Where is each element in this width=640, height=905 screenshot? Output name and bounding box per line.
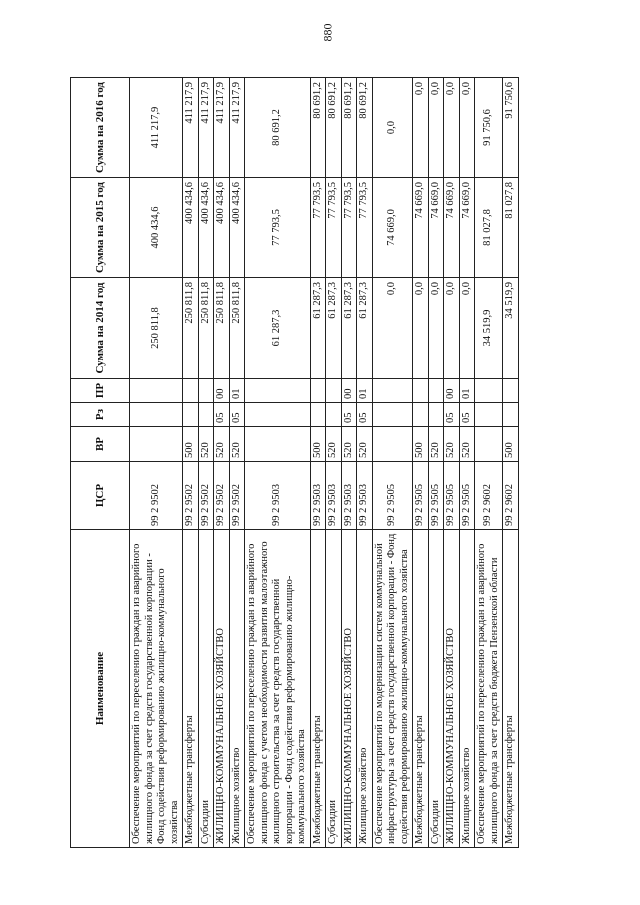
cell-sum-2015: 77 793,5 — [357, 178, 373, 278]
cell-sum-2016: 91 750,6 — [475, 78, 503, 178]
cell-rz: 05 — [444, 403, 460, 427]
cell-pr — [413, 379, 429, 403]
cell-csr: 99 2 9505 — [444, 462, 460, 530]
cell-csr: 99 2 9502 — [214, 462, 230, 530]
table-header-row — [71, 78, 130, 848]
cell-csr: 99 2 9505 — [459, 462, 475, 530]
cell-sum-2015: 74 669,0 — [372, 178, 413, 278]
cell-sum-2015: 74 669,0 — [444, 178, 460, 278]
header-name: Наименование — [71, 530, 130, 848]
cell-sum-2014: 250 811,8 — [198, 278, 214, 379]
cell-csr: 99 2 9602 — [503, 462, 519, 530]
cell-csr: 99 2 9505 — [413, 462, 429, 530]
cell-pr: 01 — [459, 379, 475, 403]
table-row — [428, 78, 444, 848]
cell-sum-2016: 80 691,2 — [245, 78, 311, 178]
cell-sum-2016: 411 217,9 — [183, 78, 199, 178]
header-pr: ПР — [71, 379, 130, 403]
cell-vr: 520 — [444, 427, 460, 462]
cell-name: Субсидии — [326, 530, 342, 848]
table-row — [475, 78, 503, 848]
cell-sum-2016: 0,0 — [444, 78, 460, 178]
cell-sum-2014: 0,0 — [444, 278, 460, 379]
cell-sum-2015: 81 027,8 — [475, 178, 503, 278]
cell-sum-2015: 400 434,6 — [198, 178, 214, 278]
cell-vr: 520 — [198, 427, 214, 462]
cell-sum-2015: 400 434,6 — [183, 178, 199, 278]
cell-sum-2014: 61 287,3 — [341, 278, 357, 379]
cell-name: ЖИЛИЩНО-КОММУНАЛЬНОЕ ХОЗЯЙСТВО — [341, 530, 357, 848]
cell-csr: 99 2 9503 — [357, 462, 373, 530]
cell-sum-2016: 80 691,2 — [326, 78, 342, 178]
cell-sum-2016: 411 217,9 — [130, 78, 183, 178]
cell-name: Межбюджетные трансферты — [310, 530, 326, 848]
cell-pr — [475, 379, 503, 403]
cell-rz — [183, 403, 199, 427]
cell-name: Жилищное хозяйство — [229, 530, 245, 848]
cell-vr: 520 — [428, 427, 444, 462]
cell-rz — [372, 403, 413, 427]
cell-csr: 99 2 9502 — [198, 462, 214, 530]
cell-vr — [372, 427, 413, 462]
cell-csr: 99 2 9503 — [326, 462, 342, 530]
cell-vr — [475, 427, 503, 462]
header-vr: ВР — [71, 427, 130, 462]
cell-sum-2016: 80 691,2 — [357, 78, 373, 178]
cell-name: Обеспечение мероприятий по переселению граждан из аварийного жилищного фонда за счет средств бюджета Пензенской области — [475, 530, 503, 848]
cell-sum-2015: 77 793,5 — [341, 178, 357, 278]
cell-name: Субсидии — [428, 530, 444, 848]
cell-sum-2016: 411 217,9 — [214, 78, 230, 178]
cell-sum-2015: 74 669,0 — [459, 178, 475, 278]
cell-rz: 05 — [214, 403, 230, 427]
rotated-table-container — [70, 78, 570, 848]
cell-rz — [413, 403, 429, 427]
cell-name: Межбюджетные трансферты — [413, 530, 429, 848]
cell-sum-2015: 77 793,5 — [245, 178, 311, 278]
table-row — [503, 78, 519, 848]
cell-name: Обеспечение мероприятий по переселению граждан из аварийного жилищного фонда с учетом необходимости развития малоэтажного жилищного строительства за счет средств государственной корпорации - Фонд содействия реформированию жилищно-коммунального хозяйства — [245, 530, 311, 848]
cell-sum-2014: 61 287,3 — [310, 278, 326, 379]
cell-sum-2015: 74 669,0 — [413, 178, 429, 278]
cell-csr: 99 2 9505 — [428, 462, 444, 530]
cell-vr: 520 — [459, 427, 475, 462]
cell-pr: 00 — [341, 379, 357, 403]
cell-pr — [245, 379, 311, 403]
cell-pr — [310, 379, 326, 403]
cell-vr: 520 — [229, 427, 245, 462]
cell-sum-2014: 0,0 — [372, 278, 413, 379]
table-row — [459, 78, 475, 848]
cell-sum-2016: 80 691,2 — [341, 78, 357, 178]
cell-sum-2014: 250 811,8 — [130, 278, 183, 379]
page-number — [308, 12, 348, 52]
cell-pr: 01 — [229, 379, 245, 403]
cell-rz: 05 — [229, 403, 245, 427]
cell-sum-2014: 250 811,8 — [214, 278, 230, 379]
header-sum-2015: Сумма на 2015 год — [71, 178, 130, 278]
budget-table — [70, 77, 519, 848]
cell-sum-2016: 0,0 — [372, 78, 413, 178]
table-row — [310, 78, 326, 848]
cell-rz — [503, 403, 519, 427]
cell-csr: 99 2 9602 — [475, 462, 503, 530]
cell-vr — [130, 427, 183, 462]
cell-csr: 99 2 9503 — [341, 462, 357, 530]
cell-pr — [503, 379, 519, 403]
table-row — [183, 78, 199, 848]
cell-sum-2015: 81 027,8 — [503, 178, 519, 278]
cell-pr — [372, 379, 413, 403]
cell-vr — [245, 427, 311, 462]
header-sum-2016: Сумма на 2016 год — [71, 78, 130, 178]
cell-sum-2014: 250 811,8 — [229, 278, 245, 379]
cell-csr: 99 2 9503 — [245, 462, 311, 530]
table-row — [198, 78, 214, 848]
cell-vr: 500 — [310, 427, 326, 462]
cell-vr: 500 — [413, 427, 429, 462]
cell-csr: 99 2 9502 — [130, 462, 183, 530]
cell-rz — [130, 403, 183, 427]
cell-name: Обеспечение мероприятий по переселению граждан из аварийного жилищного фонда за счет средств государственной корпорации - Фонд содействия реформированию жилищно-коммунального хозяйства — [130, 530, 183, 848]
cell-name: ЖИЛИЩНО-КОММУНАЛЬНОЕ ХОЗЯЙСТВО — [214, 530, 230, 848]
table-row — [372, 78, 413, 848]
cell-sum-2015: 400 434,6 — [229, 178, 245, 278]
header-sum-2014: Сумма на 2014 год — [71, 278, 130, 379]
cell-name: Жилищное хозяйство — [459, 530, 475, 848]
cell-sum-2014: 61 287,3 — [357, 278, 373, 379]
cell-rz — [428, 403, 444, 427]
table-row — [229, 78, 245, 848]
cell-sum-2015: 77 793,5 — [326, 178, 342, 278]
cell-sum-2016: 0,0 — [428, 78, 444, 178]
table-row — [130, 78, 183, 848]
cell-sum-2016: 411 217,9 — [198, 78, 214, 178]
cell-csr: 99 2 9505 — [372, 462, 413, 530]
page-number-text: 880 — [320, 23, 335, 41]
table-row — [341, 78, 357, 848]
cell-rz: 05 — [341, 403, 357, 427]
cell-pr — [326, 379, 342, 403]
header-csr: ЦСР — [71, 462, 130, 530]
cell-sum-2015: 77 793,5 — [310, 178, 326, 278]
cell-vr: 520 — [341, 427, 357, 462]
cell-sum-2015: 74 669,0 — [428, 178, 444, 278]
cell-pr: 01 — [357, 379, 373, 403]
cell-sum-2016: 411 217,9 — [229, 78, 245, 178]
cell-sum-2014: 34 519,9 — [503, 278, 519, 379]
cell-sum-2014: 0,0 — [413, 278, 429, 379]
table-row — [444, 78, 460, 848]
cell-rz: 05 — [459, 403, 475, 427]
cell-name: ЖИЛИЩНО-КОММУНАЛЬНОЕ ХОЗЯЙСТВО — [444, 530, 460, 848]
table-row — [326, 78, 342, 848]
cell-rz — [475, 403, 503, 427]
cell-sum-2014: 0,0 — [459, 278, 475, 379]
cell-sum-2015: 400 434,6 — [130, 178, 183, 278]
cell-vr: 520 — [326, 427, 342, 462]
cell-pr — [428, 379, 444, 403]
cell-pr — [130, 379, 183, 403]
cell-sum-2016: 0,0 — [413, 78, 429, 178]
cell-rz: 05 — [357, 403, 373, 427]
cell-csr: 99 2 9502 — [229, 462, 245, 530]
cell-pr: 00 — [214, 379, 230, 403]
cell-vr: 520 — [357, 427, 373, 462]
cell-name: Обеспечение мероприятий по модернизации систем коммунальной инфраструктуры за счет средств государственной корпорации - Фонд содействия реформированию жилищно-коммунального хозяйства — [372, 530, 413, 848]
cell-name: Субсидии — [198, 530, 214, 848]
cell-sum-2014: 250 811,8 — [183, 278, 199, 379]
header-rz: Рз — [71, 403, 130, 427]
cell-rz — [326, 403, 342, 427]
table-row — [357, 78, 373, 848]
cell-sum-2016: 0,0 — [459, 78, 475, 178]
cell-csr: 99 2 9502 — [183, 462, 199, 530]
cell-sum-2016: 80 691,2 — [310, 78, 326, 178]
table-row — [413, 78, 429, 848]
cell-pr — [198, 379, 214, 403]
cell-csr: 99 2 9503 — [310, 462, 326, 530]
table-row — [214, 78, 230, 848]
cell-vr: 500 — [503, 427, 519, 462]
cell-sum-2014: 61 287,3 — [245, 278, 311, 379]
cell-pr: 00 — [444, 379, 460, 403]
cell-pr — [183, 379, 199, 403]
cell-rz — [310, 403, 326, 427]
cell-name: Межбюджетные трансферты — [183, 530, 199, 848]
cell-sum-2014: 61 287,3 — [326, 278, 342, 379]
cell-rz — [198, 403, 214, 427]
cell-name: Межбюджетные трансферты — [503, 530, 519, 848]
cell-name: Жилищное хозяйство — [357, 530, 373, 848]
cell-sum-2014: 0,0 — [428, 278, 444, 379]
cell-vr: 520 — [214, 427, 230, 462]
table-row — [245, 78, 311, 848]
cell-sum-2014: 34 519,9 — [475, 278, 503, 379]
cell-rz — [245, 403, 311, 427]
cell-vr: 500 — [183, 427, 199, 462]
cell-sum-2015: 400 434,6 — [214, 178, 230, 278]
cell-sum-2016: 91 750,6 — [503, 78, 519, 178]
